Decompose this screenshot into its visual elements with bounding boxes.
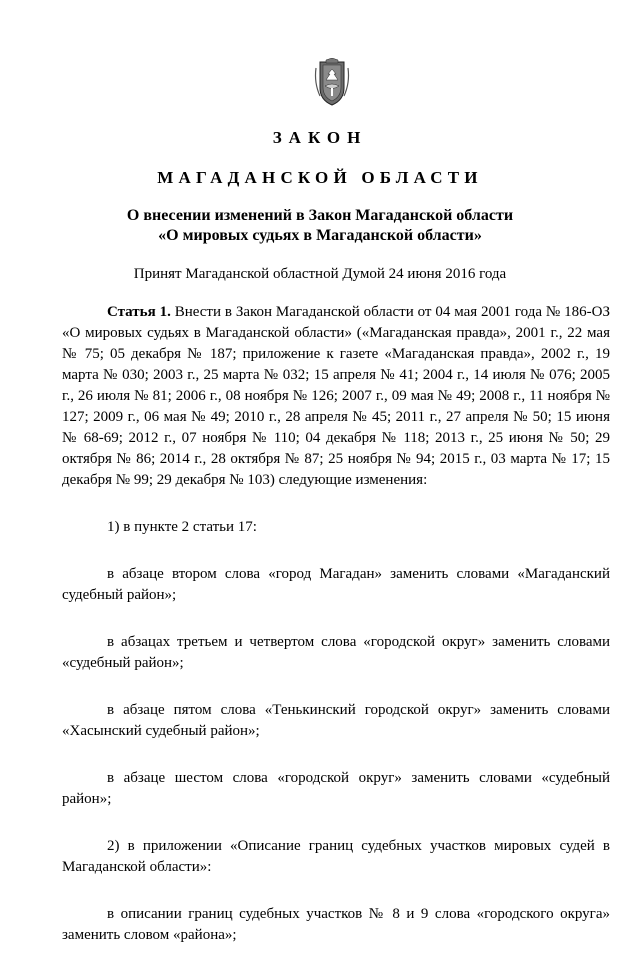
article-label: Статья 1. (107, 304, 171, 320)
law-body (62, 302, 610, 972)
law-title: ЗАКОН (272, 128, 368, 147)
article-1-text: Внести в Закон Магаданской области от 04 мая 2001 года № 186-ОЗ «О мировых судьях в Магаданской области» («Магаданская правда», 2001 г., 22 мая № 75; 05 декабря № 187; приложение к газете «Магаданская правда», 2002 г., 19 марта № 030; 2003 г., 25 марта № 032; 15 апреля № 41; 2004 г., 14 июля № 076; 2005 г., 26 июля № 81; 2006 г., 08 ноября № 126; 2007 г., 09 мая № 49; 2008 г., 11 ноября № 127; 2009 г., 06 мая № 49; 2010 г., 28 апреля № 45; 2011 г., 27 апреля № 50; 15 июня № 68-69; 2012 г., 07 ноября № 110; 04 декабря № 118; 2013 г., 25 июня № 50; 29 октября № 86; 2014 г., 28 октября № 87; 25 ноября № 94; 2015 г., 03 марта № 17; 15 декабря № 99; 29 декабря № 103) следующие изменения: (62, 304, 610, 488)
coat-of-arms-icon (312, 58, 352, 108)
list-item: в описании границ судебных участков № 8 и 9 слова «городского округа» заменить словом «района»; (62, 906, 610, 943)
emblem-graphic (312, 58, 352, 108)
subtitle-line-2: «О мировых судьях в Магаданской области» (158, 227, 482, 244)
list-item: в абзаце втором слова «город Магадан» заменить словами «Магаданский судебный район»; (62, 566, 610, 603)
region-title: МАГАДАНСКОЙ ОБЛАСТИ (157, 168, 483, 187)
adoption-note: Принят Магаданской областной Думой 24 июня 2016 года (133, 266, 507, 282)
list-item: 2) в приложении «Описание границ судебных участков мировых судей в Магаданской области»: (62, 838, 610, 875)
subtitle-line-1: О внесении изменений в Закон Магаданской области (126, 207, 514, 224)
article-1-paragraph (62, 302, 610, 491)
list-item: в абзацах третьем и четвертом слова «городской округ» заменить словами «судебный район»; (62, 634, 610, 671)
list-item: 1) в пункте 2 статьи 17: (107, 519, 257, 535)
law-subtitle (0, 206, 640, 246)
list-item: в абзаце шестом слова «городской округ» заменить словами «судебный район»; (62, 770, 610, 807)
list-item: в абзаце пятом слова «Тенькинский городской округ» заменить словами «Хасынский судебный район»; (62, 702, 610, 739)
